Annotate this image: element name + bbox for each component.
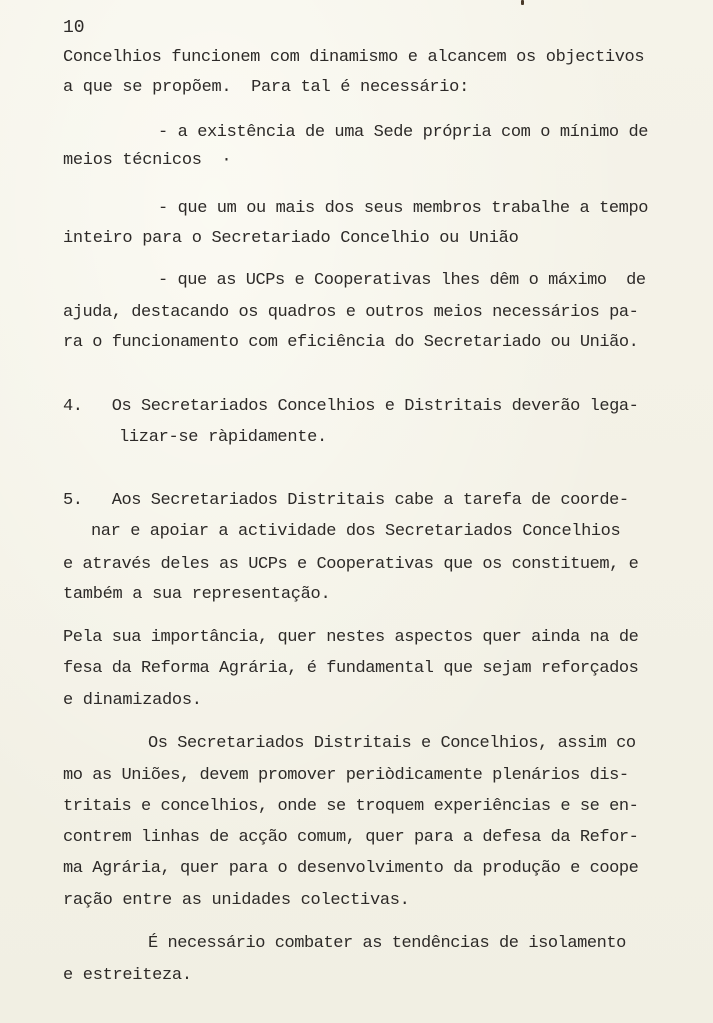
text-line: fesa da Reforma Agrária, é fundamental que sejam reforçados <box>63 659 639 678</box>
text-line: - a existência de uma Sede própria com o mínimo de <box>158 123 649 142</box>
text-line: ra o funcionamento com eficiência do Secretariado ou União. <box>63 333 639 352</box>
text-line: e estreiteza. <box>63 966 192 985</box>
text-line: a que se propõem. Para tal é necessário: <box>63 78 469 97</box>
text-line: - que as UCPs e Cooperativas lhes dêm o máximo de <box>158 271 646 290</box>
text-line: ração entre as unidades colectivas. <box>63 891 410 910</box>
text-line: nar e apoiar a actividade dos Secretariados Concelhios <box>91 522 621 541</box>
text-line: inteiro para o Secretariado Concelhio ou União <box>63 229 519 248</box>
text-line: ajuda, destacando os quadros e outros meios necessários pa- <box>63 303 639 322</box>
text-line: também a sua representação. <box>63 585 331 604</box>
text-line: É necessário combater as tendências de isolamento <box>148 934 626 953</box>
text-line: e através deles as UCPs e Cooperativas que os constituem, e <box>63 555 639 574</box>
text-line: Pela sua importância, quer nestes aspectos quer ainda na de <box>63 628 639 647</box>
page-number: 10 <box>63 18 85 38</box>
text-line: e dinamizados. <box>63 691 202 710</box>
text-line: lizar-se ràpidamente. <box>119 428 327 447</box>
text-line: tritais e concelhios, onde se troquem experiências e se en- <box>63 797 639 816</box>
text-line: 5. Aos Secretariados Distritais cabe a tarefa de coorde- <box>63 491 629 510</box>
text-line: - que um ou mais dos seus membros trabalhe a tempo <box>158 199 649 218</box>
text-line: Os Secretariados Distritais e Concelhios, assim co <box>148 734 636 753</box>
text-line: Concelhios funcionem com dinamismo e alcancem os objectivos <box>63 48 645 67</box>
text-line: contrem linhas de acção comum, quer para a defesa da Refor- <box>63 828 639 847</box>
text-line: mo as Uniões, devem promover periòdicamente plenários dis- <box>63 766 629 785</box>
ink-speck <box>521 0 524 5</box>
text-line: 4. Os Secretariados Concelhios e Distritais deverão lega- <box>63 397 639 416</box>
text-line: ma Agrária, quer para o desenvolvimento da produção e coope <box>63 859 639 878</box>
text-line: meios técnicos · <box>63 151 232 170</box>
